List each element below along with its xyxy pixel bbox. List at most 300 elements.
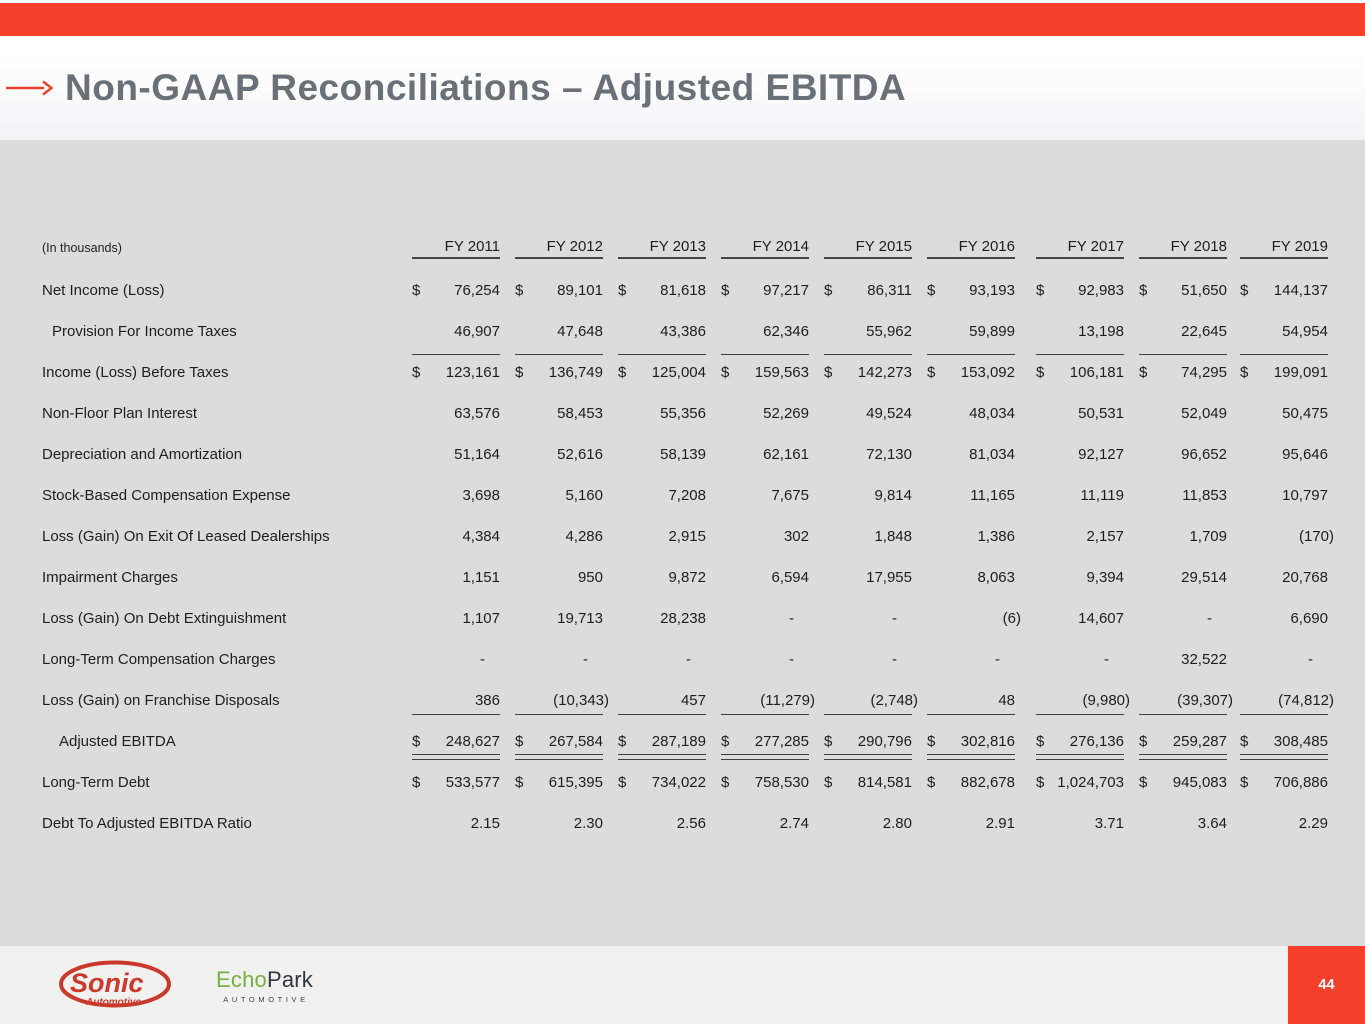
value-cell	[809, 762, 912, 803]
cell-value: 72,130	[866, 446, 912, 463]
value-cell	[809, 270, 912, 311]
cell-value: 144,137	[1273, 282, 1328, 299]
table-row	[42, 680, 1328, 721]
cell-value: 32,522	[1181, 651, 1227, 668]
top-accent-bar	[0, 3, 1365, 36]
table-row	[42, 393, 1328, 434]
value-cell	[809, 680, 918, 721]
cell-value: 17,955	[866, 569, 912, 586]
dollar-sign: $	[824, 282, 833, 299]
cell-value: 3.71	[1094, 815, 1124, 832]
value-cell	[397, 352, 500, 393]
column-header: FY 2017	[1015, 226, 1124, 270]
value-cell	[1227, 721, 1328, 762]
dollar-sign: $	[1139, 774, 1148, 791]
cell-value: 48,034	[969, 405, 1015, 422]
table-area	[0, 140, 1365, 946]
cell-value: (6)	[1002, 610, 1021, 627]
cell-value: 55,962	[866, 323, 912, 340]
cell-value: 153,092	[960, 364, 1015, 381]
column-header: FY 2011	[397, 226, 500, 270]
cell-value: -	[480, 651, 485, 668]
cell-value: 136,749	[548, 364, 603, 381]
value-cell	[1227, 352, 1328, 393]
cell-value: 386	[474, 692, 500, 709]
value-cell	[706, 721, 809, 762]
value-cell	[706, 598, 809, 639]
value-cell	[1015, 639, 1124, 680]
value-cell	[397, 721, 500, 762]
dollar-sign: $	[927, 364, 936, 381]
table-row	[42, 639, 1328, 680]
value-cell	[1227, 475, 1328, 516]
value-cell	[500, 803, 603, 844]
value-cell	[500, 475, 603, 516]
value-cell	[603, 475, 706, 516]
value-cell	[1124, 270, 1227, 311]
value-cell	[706, 557, 809, 598]
cell-value: 81,034	[969, 446, 1015, 463]
table-row	[42, 803, 1328, 844]
value-cell	[809, 516, 912, 557]
value-cell	[500, 721, 603, 762]
value-cell	[912, 475, 1015, 516]
value-cell	[1227, 516, 1334, 557]
cell-value: 1,151	[462, 569, 500, 586]
row-label: Loss (Gain) On Debt Extinguishment	[42, 610, 287, 627]
cell-value: 1,024,703	[1057, 774, 1124, 791]
value-cell	[912, 352, 1015, 393]
value-cell	[912, 557, 1015, 598]
value-cell	[397, 680, 500, 721]
echopark-wordmark: EchoPark	[216, 966, 313, 992]
value-cell	[706, 639, 809, 680]
cell-value: -	[892, 651, 897, 668]
value-cell	[397, 311, 500, 352]
value-cell	[603, 639, 706, 680]
cell-value: 106,181	[1069, 364, 1124, 381]
cell-value: -	[892, 610, 897, 627]
dollar-sign: $	[721, 364, 730, 381]
dollar-sign: $	[1240, 364, 1249, 381]
value-cell	[706, 475, 809, 516]
value-cell	[912, 680, 1015, 721]
cell-value: 6,594	[771, 569, 809, 586]
row-label: Income (Loss) Before Taxes	[42, 364, 229, 381]
value-cell	[603, 352, 706, 393]
cell-value: (74,812)	[1278, 692, 1334, 709]
value-cell	[1015, 393, 1124, 434]
cell-value: 81,618	[660, 282, 706, 299]
value-cell	[809, 434, 912, 475]
cell-value: 2,157	[1086, 528, 1124, 545]
value-cell	[1124, 639, 1227, 680]
value-cell	[397, 598, 500, 639]
cell-value: 52,616	[557, 446, 603, 463]
value-cell	[1015, 270, 1124, 311]
cell-value: -	[1308, 651, 1313, 668]
value-cell	[912, 721, 1015, 762]
column-header: FY 2016	[912, 226, 1015, 270]
value-cell	[603, 311, 706, 352]
cell-value: 248,627	[445, 733, 500, 750]
value-cell	[1227, 270, 1328, 311]
dollar-sign: $	[618, 774, 627, 791]
value-cell	[1227, 762, 1328, 803]
value-cell	[706, 393, 809, 434]
cell-value: 51,164	[454, 446, 500, 463]
dollar-sign: $	[721, 282, 730, 299]
cell-value: 276,136	[1069, 733, 1124, 750]
value-cell	[1227, 311, 1328, 352]
title-band	[0, 36, 1365, 140]
cell-value: 63,576	[454, 405, 500, 422]
row-label: Adjusted EBITDA	[59, 733, 176, 750]
value-cell	[500, 393, 603, 434]
value-cell	[809, 352, 912, 393]
value-cell	[1015, 762, 1124, 803]
value-cell	[397, 557, 500, 598]
cell-value: -	[583, 651, 588, 668]
table-row	[42, 352, 1328, 393]
cell-value: 277,285	[754, 733, 809, 750]
value-cell	[809, 311, 912, 352]
cell-value: 159,563	[754, 364, 809, 381]
cell-value: 14,607	[1078, 610, 1124, 627]
dollar-sign: $	[927, 733, 936, 750]
cell-value: 3.64	[1197, 815, 1227, 832]
cell-value: (39,307)	[1177, 692, 1233, 709]
dollar-sign: $	[412, 282, 421, 299]
value-cell	[500, 557, 603, 598]
value-cell	[706, 434, 809, 475]
column-header: FY 2012	[500, 226, 603, 270]
table-row	[42, 557, 1328, 598]
dollar-sign: $	[515, 733, 524, 750]
dollar-sign: $	[515, 774, 524, 791]
value-cell	[706, 762, 809, 803]
value-cell	[912, 803, 1015, 844]
cell-value: 734,022	[651, 774, 706, 791]
dollar-sign: $	[824, 774, 833, 791]
cell-value: 1,709	[1189, 528, 1227, 545]
cell-value: 11,853	[1182, 487, 1227, 504]
table-row	[42, 598, 1328, 639]
table-row	[42, 475, 1328, 516]
cell-value: 62,346	[763, 323, 809, 340]
dollar-sign: $	[515, 282, 524, 299]
cell-value: 46,907	[454, 323, 500, 340]
table-row	[42, 762, 1328, 803]
dollar-sign: $	[618, 282, 627, 299]
cell-value: 92,983	[1078, 282, 1124, 299]
cell-value: 2.30	[573, 815, 603, 832]
value-cell	[500, 270, 603, 311]
page-title: Non-GAAP Reconciliations – Adjusted EBITDA	[65, 67, 907, 108]
cell-value: 19,713	[557, 610, 603, 627]
value-cell	[500, 598, 603, 639]
value-cell	[397, 762, 500, 803]
value-cell	[1124, 557, 1227, 598]
cell-value: 43,386	[660, 323, 706, 340]
cell-value: 4,286	[565, 528, 603, 545]
value-cell	[1124, 352, 1227, 393]
cell-value: 7,208	[668, 487, 706, 504]
dollar-sign: $	[721, 733, 730, 750]
value-cell	[1015, 557, 1124, 598]
svg-text:Automotive: Automotive	[86, 997, 141, 1008]
cell-value: 814,581	[857, 774, 912, 791]
value-cell	[1015, 680, 1130, 721]
cell-value: 54,954	[1282, 323, 1328, 340]
cell-value: (11,279)	[760, 692, 815, 709]
cell-value: -	[1207, 610, 1212, 627]
cell-value: 52,269	[763, 405, 809, 422]
right-arrow-icon	[5, 79, 53, 97]
dollar-sign: $	[1240, 733, 1249, 750]
value-cell	[809, 721, 912, 762]
cell-value: 11,119	[1080, 487, 1124, 504]
cell-value: 93,193	[969, 282, 1015, 299]
value-cell	[1124, 393, 1227, 434]
column-header: FY 2018	[1124, 226, 1227, 270]
cell-value: 758,530	[754, 774, 809, 791]
page-number-badge	[1288, 946, 1365, 1024]
cell-value: 10,797	[1282, 487, 1328, 504]
value-cell	[500, 680, 609, 721]
value-cell	[706, 803, 809, 844]
value-cell	[1015, 516, 1124, 557]
cell-value: 2,915	[668, 528, 706, 545]
cell-value: 2.74	[779, 815, 809, 832]
value-cell	[912, 311, 1015, 352]
cell-value: 28,238	[660, 610, 706, 627]
cell-value: 9,394	[1086, 569, 1124, 586]
cell-value: 4,384	[462, 528, 500, 545]
dollar-sign: $	[824, 733, 833, 750]
cell-value: 1,848	[874, 528, 912, 545]
echopark-logo	[216, 967, 313, 1004]
cell-value: 2.56	[676, 815, 706, 832]
value-cell	[1227, 598, 1328, 639]
cell-value: 945,083	[1172, 774, 1227, 791]
value-cell	[603, 434, 706, 475]
dollar-sign: $	[1240, 282, 1249, 299]
value-cell	[500, 762, 603, 803]
cell-value: 48	[998, 692, 1015, 709]
dollar-sign: $	[412, 364, 421, 381]
cell-value: 13,198	[1078, 323, 1124, 340]
cell-value: (170)	[1298, 528, 1334, 545]
value-cell	[603, 270, 706, 311]
value-cell	[1015, 352, 1124, 393]
table-row	[42, 721, 1328, 762]
value-cell	[912, 393, 1015, 434]
cell-value: 50,475	[1282, 405, 1328, 422]
cell-value: 259,287	[1172, 733, 1227, 750]
value-cell	[500, 352, 603, 393]
dollar-sign: $	[1139, 282, 1148, 299]
row-label: Provision For Income Taxes	[52, 323, 237, 340]
cell-value: 142,273	[857, 364, 912, 381]
cell-value: 308,485	[1273, 733, 1328, 750]
value-cell	[1227, 557, 1328, 598]
column-header: FY 2015	[809, 226, 912, 270]
cell-value: -	[789, 651, 794, 668]
row-label: Depreciation and Amortization	[42, 446, 243, 463]
dollar-sign: $	[721, 774, 730, 791]
value-cell	[500, 516, 603, 557]
value-cell	[809, 598, 912, 639]
value-cell	[603, 762, 706, 803]
cell-value: 706,886	[1273, 774, 1328, 791]
value-cell	[603, 721, 706, 762]
value-cell	[1124, 598, 1227, 639]
dollar-sign: $	[1036, 774, 1045, 791]
value-cell	[603, 803, 706, 844]
value-cell	[603, 598, 706, 639]
value-cell	[1015, 475, 1124, 516]
dollar-sign: $	[824, 364, 833, 381]
cell-value: 287,189	[651, 733, 706, 750]
value-cell	[1227, 639, 1328, 680]
cell-value: 55,356	[660, 405, 706, 422]
value-cell	[603, 680, 706, 721]
cell-value: 76,254	[454, 282, 500, 299]
value-cell	[706, 516, 809, 557]
cell-value: 2.15	[470, 815, 500, 832]
table-row	[42, 311, 1328, 352]
value-cell	[1124, 721, 1227, 762]
table-body	[42, 270, 1334, 844]
cell-value: 29,514	[1181, 569, 1227, 586]
value-cell	[1015, 598, 1124, 639]
dollar-sign: $	[618, 733, 627, 750]
table-header-row	[42, 226, 1328, 270]
cell-value: 1,107	[462, 610, 500, 627]
value-cell	[1124, 434, 1227, 475]
value-cell	[912, 270, 1015, 311]
row-label: Loss (Gain) On Exit Of Leased Dealerships	[42, 528, 330, 545]
cell-value: (10,343)	[553, 692, 609, 709]
value-cell	[706, 352, 809, 393]
value-cell	[500, 311, 603, 352]
cell-value: 7,675	[771, 487, 809, 504]
column-header: FY 2019	[1227, 226, 1328, 270]
cell-value: 457	[680, 692, 706, 709]
value-cell	[1015, 803, 1124, 844]
row-label: Loss (Gain) on Franchise Disposals	[42, 692, 280, 709]
svg-text:Sonic: Sonic	[70, 968, 144, 998]
cell-value: (2,748)	[870, 692, 918, 709]
value-cell	[912, 516, 1015, 557]
value-cell	[397, 803, 500, 844]
page-number: 44	[1318, 977, 1335, 993]
value-cell	[397, 639, 500, 680]
column-header: FY 2014	[706, 226, 809, 270]
value-cell	[603, 557, 706, 598]
cell-value: -	[995, 651, 1000, 668]
cell-value: -	[1104, 651, 1109, 668]
value-cell	[809, 803, 912, 844]
value-cell	[397, 393, 500, 434]
table-row	[42, 270, 1328, 311]
cell-value: 2.91	[985, 815, 1015, 832]
value-cell	[706, 680, 815, 721]
value-cell	[397, 434, 500, 475]
cell-value: 123,161	[445, 364, 500, 381]
dollar-sign: $	[927, 774, 936, 791]
value-cell	[1227, 393, 1328, 434]
cell-value: 59,899	[969, 323, 1015, 340]
row-label: Debt To Adjusted EBITDA Ratio	[42, 815, 252, 832]
sonic-automotive-logo	[56, 958, 172, 1012]
cell-value: 2.29	[1298, 815, 1328, 832]
cell-value: 5,160	[565, 487, 603, 504]
value-cell	[603, 516, 706, 557]
value-cell	[603, 393, 706, 434]
row-label: Long-Term Debt	[42, 774, 150, 791]
cell-value: 8,063	[977, 569, 1015, 586]
cell-value: 199,091	[1273, 364, 1328, 381]
row-label: Impairment Charges	[42, 569, 178, 586]
cell-value: 74,295	[1181, 364, 1227, 381]
value-cell	[1124, 803, 1227, 844]
value-cell	[1227, 680, 1334, 721]
cell-value: 20,768	[1282, 569, 1328, 586]
row-label: Net Income (Loss)	[42, 282, 165, 299]
footer	[0, 946, 1365, 1024]
row-label: Stock-Based Compensation Expense	[42, 487, 291, 504]
value-cell	[500, 434, 603, 475]
dollar-sign: $	[1139, 364, 1148, 381]
value-cell	[809, 557, 912, 598]
value-cell	[397, 475, 500, 516]
cell-value: 302	[783, 528, 809, 545]
value-cell	[1227, 803, 1328, 844]
cell-value: 290,796	[857, 733, 912, 750]
value-cell	[912, 762, 1015, 803]
cell-value: 58,139	[660, 446, 706, 463]
cell-value: 1,386	[977, 528, 1015, 545]
cell-value: 95,646	[1282, 446, 1328, 463]
value-cell	[1124, 762, 1227, 803]
dollar-sign: $	[515, 364, 524, 381]
cell-value: 9,872	[668, 569, 706, 586]
cell-value: 86,311	[867, 282, 912, 299]
value-cell	[1015, 434, 1124, 475]
dollar-sign: $	[1240, 774, 1249, 791]
row-label: Long-Term Compensation Charges	[42, 651, 276, 668]
cell-value: 49,524	[866, 405, 912, 422]
value-cell	[1015, 311, 1124, 352]
value-cell	[809, 393, 912, 434]
value-cell	[809, 475, 912, 516]
row-label: Non-Floor Plan Interest	[42, 405, 198, 422]
dollar-sign: $	[927, 282, 936, 299]
cell-value: 6,690	[1290, 610, 1328, 627]
value-cell	[1124, 680, 1233, 721]
cell-value: 2.80	[882, 815, 912, 832]
value-cell	[1227, 434, 1328, 475]
cell-value: 11,165	[970, 487, 1015, 504]
cell-value: 3,698	[462, 487, 500, 504]
dollar-sign: $	[1036, 364, 1045, 381]
value-cell	[397, 270, 500, 311]
cell-value: 950	[577, 569, 603, 586]
cell-value: 51,650	[1181, 282, 1227, 299]
cell-value: 92,127	[1078, 446, 1124, 463]
